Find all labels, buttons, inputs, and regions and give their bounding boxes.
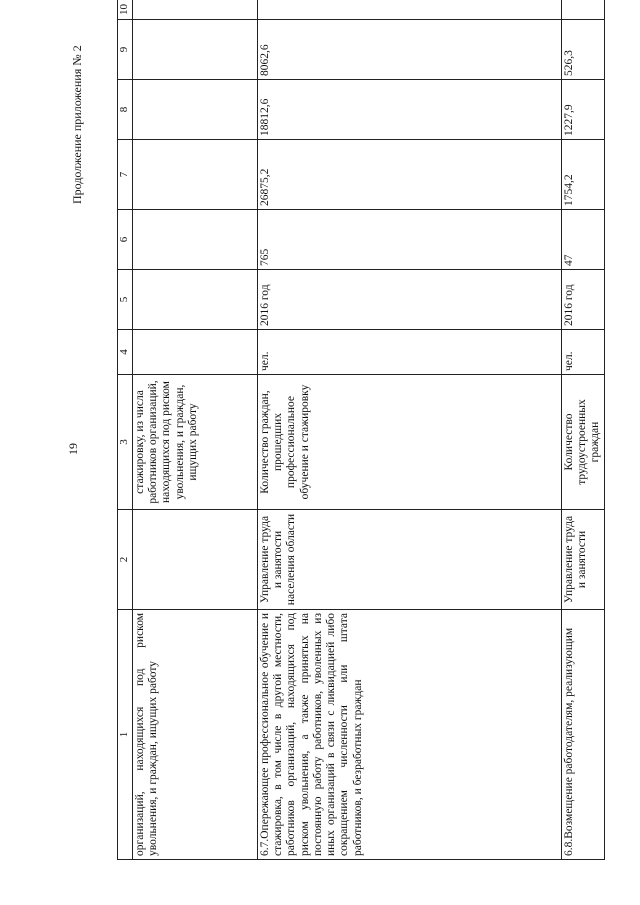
unit-cell: чел. <box>258 330 562 375</box>
total-cell: 1754,2 <box>562 140 605 210</box>
executor-cell: Управление труда и занятости населения области <box>258 510 562 610</box>
unit-cell <box>133 330 258 375</box>
table-row <box>133 0 258 860</box>
value-cell: 765 <box>258 210 562 270</box>
indicator-cell: Количество граждан, прошедших профессиональное обучение и стажировку <box>258 375 562 510</box>
header-cell: 6 <box>118 210 133 270</box>
header-cell: 10 <box>118 0 133 20</box>
regional-cell: 526,3 <box>562 20 605 80</box>
measure-cell: 6.8.Возмещение работодателям, реализующим <box>562 610 605 860</box>
header-cell: 4 <box>118 330 133 375</box>
col10-cell <box>133 0 258 20</box>
executor-cell <box>133 510 258 610</box>
table-header-row <box>118 0 133 860</box>
header-cell: 7 <box>118 140 133 210</box>
executor-cell: Управление труда и занятости <box>562 510 605 610</box>
federal-cell: 18812,6 <box>258 80 562 140</box>
header-cell: 5 <box>118 270 133 330</box>
data-table <box>117 0 605 860</box>
header-cell: 9 <box>118 20 133 80</box>
col10-cell <box>562 0 605 20</box>
total-cell: 26875,2 <box>258 140 562 210</box>
header-cell: 2 <box>118 510 133 610</box>
regional-cell: 8062,6 <box>258 20 562 80</box>
unit-cell: чел. <box>562 330 605 375</box>
period-cell: 2016 год <box>258 270 562 330</box>
table-row <box>562 0 605 860</box>
header-cell: 8 <box>118 80 133 140</box>
continuation-note: Продолжение приложения № 2 <box>70 45 84 204</box>
table-row <box>258 0 562 860</box>
indicator-cell: стажировку, из числа работников организаций, находящихся под риском увольнения, и граждан, ищущих работу <box>133 375 258 510</box>
col10-cell <box>258 0 562 20</box>
rotated-table-container <box>117 4 602 860</box>
period-cell: 2016 год <box>562 270 605 330</box>
measure-cell: 6.7.Опережающее профессиональное обучение и стажировка, в том числе в другой местности, работников организаций, находящихся под риском увольнения, а также принятых на постоянную работу работников, уволенных из иных организаций в связи с ликвидацией либо сокращением численности или штата работников, и безработных граждан <box>258 610 562 860</box>
value-cell <box>133 210 258 270</box>
federal-cell: 1227,9 <box>562 80 605 140</box>
page-number: 19 <box>66 443 80 455</box>
regional-cell <box>133 20 258 80</box>
federal-cell <box>133 80 258 140</box>
value-cell: 47 <box>562 210 605 270</box>
total-cell <box>133 140 258 210</box>
indicator-cell: Количество трудоустроенных граждан <box>562 375 605 510</box>
header-cell: 1 <box>118 610 133 860</box>
header-cell: 3 <box>118 375 133 510</box>
period-cell <box>133 270 258 330</box>
measure-cell: организаций, находящихся под риском увольнения, и граждан, ищущих работу <box>133 610 258 860</box>
